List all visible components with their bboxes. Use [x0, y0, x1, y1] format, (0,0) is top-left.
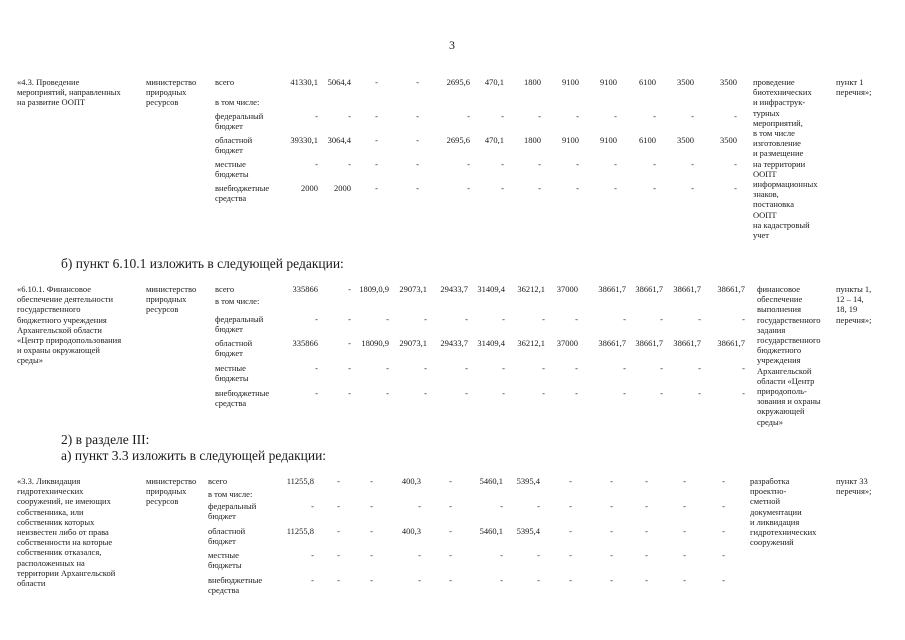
row-label: внебюджетные средства — [215, 183, 270, 204]
value-cell: - — [416, 77, 419, 87]
value-cell: - — [610, 575, 613, 585]
value-cell: - — [375, 159, 378, 169]
value-cell: - — [467, 111, 470, 121]
value-cell: - — [370, 476, 373, 486]
row-label: федеральный бюджет — [215, 314, 264, 335]
item-name: «6.10.1. Финансовое обеспечение деятельности государственного бюджетного учреждения Архангельской области «Центр природопользования и охраны окружающей среды» — [17, 284, 122, 366]
value-cell: 400,3 — [401, 526, 421, 536]
value-cell: - — [623, 388, 626, 398]
row-label: в том числе: — [215, 296, 260, 306]
value-cell: - — [375, 183, 378, 193]
value-cell: 11255,8 — [286, 476, 314, 486]
value-cell: 5395,4 — [516, 526, 540, 536]
value-cell: - — [337, 550, 340, 560]
value-cell: - — [575, 388, 578, 398]
row-label: местные бюджеты — [208, 550, 242, 571]
row-label: областной бюджет — [208, 526, 246, 547]
row-label: федеральный бюджет — [208, 501, 257, 522]
value-cell: - — [722, 526, 725, 536]
value-cell: - — [315, 111, 318, 121]
value-cell: - — [645, 526, 648, 536]
value-cell: 38661,7 — [598, 284, 626, 294]
value-cell: - — [337, 526, 340, 536]
row-label: местные бюджеты — [215, 363, 249, 384]
value-cell: - — [698, 314, 701, 324]
value-cell: - — [370, 501, 373, 511]
row-label: всего — [215, 284, 235, 294]
value-cell: - — [449, 501, 452, 511]
reference: пункт 1 перечня»; — [836, 77, 872, 98]
value-cell: - — [386, 363, 389, 373]
heading-3-3: а) пункт 3.3 изложить в следующей редакции: — [61, 448, 327, 463]
value-cell: - — [418, 550, 421, 560]
value-cell: - — [311, 501, 314, 511]
value-cell: - — [315, 314, 318, 324]
row-label: областной бюджет — [215, 338, 253, 359]
value-cell: - — [465, 363, 468, 373]
value-cell: 38661,7 — [673, 338, 701, 348]
value-cell: - — [370, 526, 373, 536]
value-cell: 2695,6 — [446, 135, 470, 145]
value-cell: 470,1 — [484, 77, 504, 87]
value-cell: 38661,7 — [717, 284, 745, 294]
value-cell: - — [569, 526, 572, 536]
value-cell: 37000 — [556, 284, 578, 294]
value-cell: - — [337, 476, 340, 486]
value-cell: - — [576, 183, 579, 193]
value-cell: - — [467, 183, 470, 193]
value-cell: - — [569, 550, 572, 560]
value-cell: - — [610, 501, 613, 511]
heading-section-3: 2) в разделе III: — [61, 432, 150, 447]
value-cell: 29433,7 — [440, 284, 468, 294]
value-cell: 400,3 — [401, 476, 421, 486]
value-cell: 5460,1 — [479, 476, 503, 486]
value-cell: 37000 — [556, 338, 578, 348]
value-cell: - — [569, 476, 572, 486]
value-cell: - — [538, 183, 541, 193]
value-cell: - — [416, 135, 419, 145]
value-cell: - — [416, 183, 419, 193]
value-cell: 3500 — [720, 77, 737, 87]
value-cell: - — [722, 476, 725, 486]
value-cell: 6100 — [639, 77, 656, 87]
value-cell: - — [623, 363, 626, 373]
value-cell: - — [614, 183, 617, 193]
result-text: финансовое обеспечение выполнения государственного задания государственного бюджетного учреждения Архангельской области «Центр природополь- зования и охраны окружающей среды» — [757, 284, 821, 427]
value-cell: 9100 — [600, 135, 617, 145]
value-cell: - — [542, 388, 545, 398]
value-cell: - — [691, 159, 694, 169]
item-name: «3.3. Ликвидация гидротехнических сооружений, не имеющих собственника, или собственник которых неизвестен либо от права собственности на которые собственник отказался, расположенных на территории Архангельской области — [17, 476, 116, 589]
value-cell: - — [734, 159, 737, 169]
value-cell: 3064,4 — [327, 135, 351, 145]
value-cell: - — [537, 575, 540, 585]
value-cell: - — [537, 550, 540, 560]
value-cell: - — [610, 526, 613, 536]
value-cell: 11255,8 — [286, 526, 314, 536]
value-cell: - — [337, 501, 340, 511]
value-cell: 39330,1 — [290, 135, 318, 145]
value-cell: - — [348, 159, 351, 169]
value-cell: - — [569, 575, 572, 585]
value-cell: 29073,1 — [399, 284, 427, 294]
value-cell: - — [502, 314, 505, 324]
value-cell: - — [660, 314, 663, 324]
value-cell: - — [653, 183, 656, 193]
value-cell: - — [449, 476, 452, 486]
page-number: 3 — [449, 38, 455, 52]
value-cell: - — [424, 363, 427, 373]
value-cell: 470,1 — [484, 135, 504, 145]
value-cell: 38661,7 — [598, 338, 626, 348]
value-cell: - — [348, 284, 351, 294]
value-cell: 38661,7 — [717, 338, 745, 348]
value-cell: - — [734, 183, 737, 193]
value-cell: 38661,7 — [635, 338, 663, 348]
value-cell: - — [623, 314, 626, 324]
value-cell: - — [348, 388, 351, 398]
value-cell: - — [576, 111, 579, 121]
value-cell: - — [449, 526, 452, 536]
value-cell: - — [645, 501, 648, 511]
value-cell: 36212,1 — [517, 284, 545, 294]
value-cell: - — [311, 575, 314, 585]
row-label: в том числе: — [208, 489, 253, 499]
value-cell: 38661,7 — [673, 284, 701, 294]
row-label: внебюджетные средства — [208, 575, 263, 596]
value-cell: - — [416, 111, 419, 121]
value-cell: - — [660, 363, 663, 373]
value-cell: - — [722, 501, 725, 511]
value-cell: - — [698, 388, 701, 398]
value-cell: 31409,4 — [477, 284, 505, 294]
value-cell: - — [683, 501, 686, 511]
value-cell: - — [370, 550, 373, 560]
value-cell: 36212,1 — [517, 338, 545, 348]
value-cell: - — [542, 314, 545, 324]
value-cell: 29433,7 — [440, 338, 468, 348]
value-cell: 5460,1 — [479, 526, 503, 536]
value-cell: - — [538, 159, 541, 169]
value-cell: - — [449, 550, 452, 560]
value-cell: - — [424, 314, 427, 324]
value-cell: - — [542, 363, 545, 373]
value-cell: - — [315, 159, 318, 169]
value-cell: - — [537, 501, 540, 511]
value-cell: - — [653, 111, 656, 121]
item-name: «4.3. Проведение мероприятий, направленных на развитие ООПТ — [17, 77, 121, 108]
value-cell: - — [449, 575, 452, 585]
value-cell: - — [337, 575, 340, 585]
value-cell: 6100 — [639, 135, 656, 145]
value-cell: 1800 — [524, 135, 541, 145]
value-cell: - — [742, 363, 745, 373]
value-cell: 3500 — [720, 135, 737, 145]
row-label: внебюджетные средства — [215, 388, 270, 409]
value-cell: 5395,4 — [516, 476, 540, 486]
value-cell: - — [653, 159, 656, 169]
value-cell: - — [569, 501, 572, 511]
value-cell: 41330,1 — [290, 77, 318, 87]
value-cell: - — [683, 575, 686, 585]
value-cell: - — [467, 159, 470, 169]
value-cell: - — [722, 550, 725, 560]
executor: министерство природных ресурсов — [146, 77, 197, 108]
value-cell: 5064,4 — [327, 77, 351, 87]
value-cell: 335866 — [292, 338, 318, 348]
value-cell: - — [610, 550, 613, 560]
value-cell: - — [370, 575, 373, 585]
value-cell: - — [575, 363, 578, 373]
value-cell: 18090,9 — [361, 338, 389, 348]
value-cell: - — [501, 159, 504, 169]
row-label: всего — [215, 77, 235, 87]
value-cell: - — [734, 111, 737, 121]
value-cell: - — [645, 575, 648, 585]
value-cell: - — [418, 575, 421, 585]
value-cell: 9100 — [562, 135, 579, 145]
value-cell: - — [645, 550, 648, 560]
reference: пункты 1, 12 – 14, 18, 19 перечня»; — [836, 284, 872, 325]
value-cell: - — [386, 388, 389, 398]
value-cell: 9100 — [562, 77, 579, 87]
value-cell: 31409,4 — [477, 338, 505, 348]
value-cell: - — [683, 550, 686, 560]
value-cell: - — [418, 501, 421, 511]
value-cell: 2695,6 — [446, 77, 470, 87]
value-cell: - — [386, 314, 389, 324]
value-cell: - — [348, 338, 351, 348]
row-label: в том числе: — [215, 97, 260, 107]
value-cell: - — [375, 77, 378, 87]
value-cell: - — [375, 135, 378, 145]
value-cell: - — [348, 111, 351, 121]
heading-6-10-1: б) пункт 6.10.1 изложить в следующей редакции: — [61, 256, 344, 271]
value-cell: - — [683, 526, 686, 536]
value-cell: - — [691, 111, 694, 121]
value-cell: - — [645, 476, 648, 486]
value-cell: 1809,0,9 — [359, 284, 389, 294]
value-cell: - — [575, 314, 578, 324]
value-cell: - — [315, 388, 318, 398]
result-text: разработка проектно- сметной документации и ликвидация гидротехнических сооружений — [750, 476, 817, 548]
value-cell: - — [502, 363, 505, 373]
value-cell: - — [424, 388, 427, 398]
value-cell: - — [722, 575, 725, 585]
value-cell: - — [660, 388, 663, 398]
value-cell: 38661,7 — [635, 284, 663, 294]
value-cell: - — [501, 111, 504, 121]
value-cell: 9100 — [600, 77, 617, 87]
value-cell: - — [500, 501, 503, 511]
value-cell: - — [698, 363, 701, 373]
value-cell: - — [465, 388, 468, 398]
value-cell: - — [683, 476, 686, 486]
value-cell: 3500 — [677, 77, 694, 87]
value-cell: - — [500, 550, 503, 560]
value-cell: - — [614, 159, 617, 169]
row-label: местные бюджеты — [215, 159, 249, 180]
value-cell: - — [465, 314, 468, 324]
value-cell: - — [348, 363, 351, 373]
value-cell: - — [614, 111, 617, 121]
value-cell: - — [742, 314, 745, 324]
value-cell: - — [538, 111, 541, 121]
value-cell: - — [500, 575, 503, 585]
row-label: всего — [208, 476, 228, 486]
value-cell: 1800 — [524, 77, 541, 87]
executor: министерство природных ресурсов — [146, 284, 197, 315]
value-cell: 29073,1 — [399, 338, 427, 348]
value-cell: 3500 — [677, 135, 694, 145]
value-cell: - — [311, 550, 314, 560]
value-cell: 335866 — [292, 284, 318, 294]
value-cell: - — [502, 388, 505, 398]
result-text: проведение биотехнических и инфраструк- турных мероприятий, в том числе изготовление и размещение на территории ООПТ информационных знаков, постановка ООПТ на кадастровый учет — [753, 77, 818, 241]
value-cell: - — [315, 363, 318, 373]
value-cell: - — [416, 159, 419, 169]
reference: пункт 33 перечня»; — [836, 476, 872, 497]
value-cell: - — [576, 159, 579, 169]
value-cell: - — [375, 111, 378, 121]
value-cell: 2000 — [301, 183, 318, 193]
row-label: федеральный бюджет — [215, 111, 264, 132]
value-cell: - — [610, 476, 613, 486]
value-cell: 2000 — [334, 183, 351, 193]
row-label: областной бюджет — [215, 135, 253, 156]
value-cell: - — [501, 183, 504, 193]
executor: министерство природных ресурсов — [146, 476, 197, 507]
value-cell: - — [742, 388, 745, 398]
value-cell: - — [348, 314, 351, 324]
value-cell: - — [691, 183, 694, 193]
